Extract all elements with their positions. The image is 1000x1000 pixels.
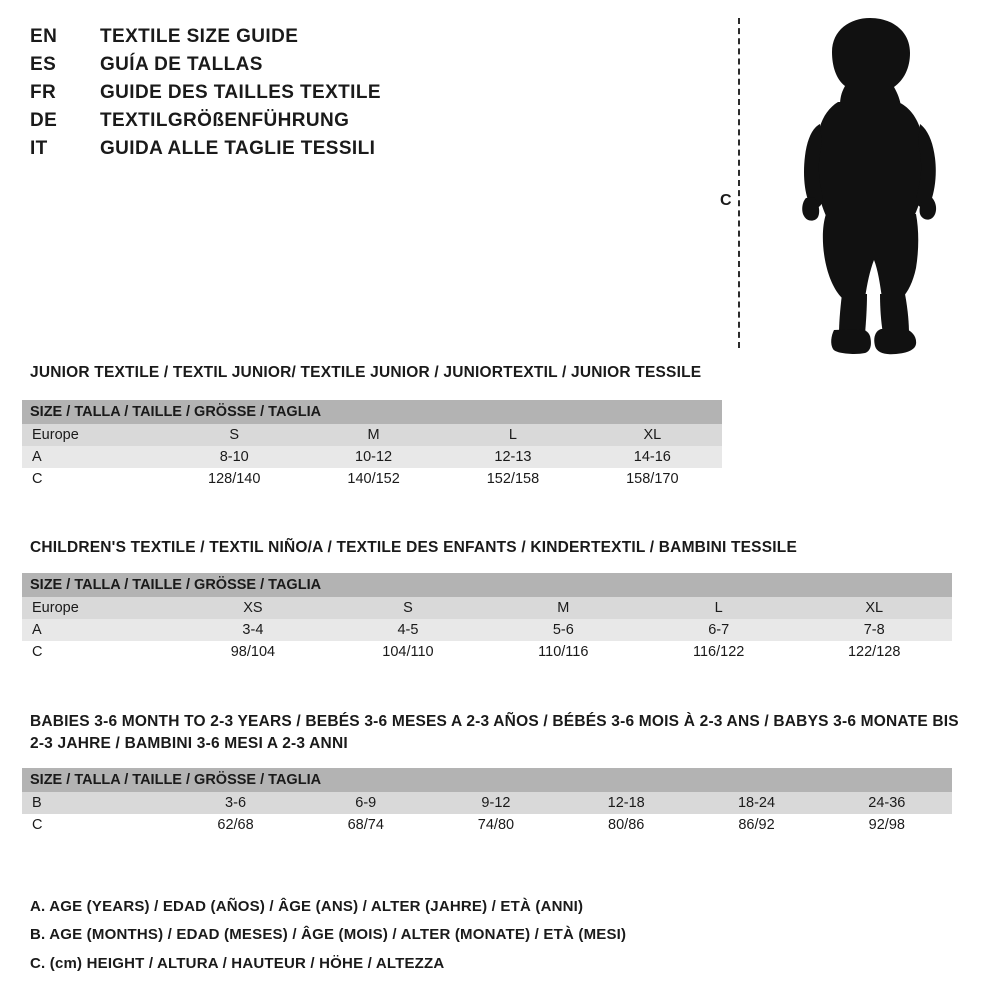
cell: 128/140 — [165, 468, 304, 490]
section-title-junior: JUNIOR TEXTILE / TEXTIL JUNIOR/ TEXTILE JUNIOR / JUNIORTEXTIL / JUNIOR TESSILE — [30, 364, 702, 381]
row-label: Europe — [22, 597, 176, 619]
cell: 12-13 — [443, 446, 582, 468]
cell: S — [330, 597, 485, 619]
cell: S — [165, 424, 304, 446]
cell: 104/110 — [330, 641, 485, 663]
cell: 80/86 — [561, 814, 691, 836]
table-row — [22, 468, 722, 490]
cell: 3-6 — [170, 792, 300, 814]
cell: 6-7 — [641, 619, 796, 641]
row-label: Europe — [22, 424, 165, 446]
table-row — [22, 641, 952, 663]
height-dashed-line — [738, 18, 740, 348]
table-row — [22, 597, 952, 619]
cell: 68/74 — [301, 814, 431, 836]
height-figure — [720, 10, 960, 360]
table-header-row — [22, 768, 952, 792]
language-title-block — [30, 26, 670, 166]
cell: XL — [796, 597, 952, 619]
language-row — [30, 54, 670, 76]
table-children — [22, 573, 952, 663]
row-label: A — [22, 446, 165, 468]
table-header-label: SIZE / TALLA / TAILLE / GRÖSSE / TAGLIA — [22, 573, 952, 597]
cell: 122/128 — [796, 641, 952, 663]
language-row — [30, 82, 670, 104]
child-silhouette-icon — [770, 16, 945, 366]
table-junior — [22, 400, 722, 490]
cell: 86/92 — [691, 814, 821, 836]
row-label: C — [22, 814, 170, 836]
language-row — [30, 110, 670, 132]
cell: 140/152 — [304, 468, 443, 490]
table-header-row — [22, 400, 722, 424]
language-code: IT — [30, 138, 48, 159]
cell: 152/158 — [443, 468, 582, 490]
cell: 14-16 — [583, 446, 722, 468]
cell: 98/104 — [176, 641, 331, 663]
table-row — [22, 814, 952, 836]
table-row — [22, 619, 952, 641]
language-code: EN — [30, 26, 58, 47]
cell: 8-10 — [165, 446, 304, 468]
table-row — [22, 424, 722, 446]
cell: 9-12 — [431, 792, 561, 814]
language-title: GUIDA ALLE TAGLIE TESSILI — [100, 138, 376, 159]
table-header-row — [22, 573, 952, 597]
cell: 18-24 — [691, 792, 821, 814]
section-title-children: CHILDREN'S TEXTILE / TEXTIL NIÑO/A / TEXTILE DES ENFANTS / KINDERTEXTIL / BAMBINI TESSILE — [30, 539, 797, 556]
cell: 6-9 — [301, 792, 431, 814]
language-title: TEXTILE SIZE GUIDE — [100, 26, 299, 47]
cell: 10-12 — [304, 446, 443, 468]
row-label: B — [22, 792, 170, 814]
legend-line-b: B. AGE (MONTHS) / EDAD (MESES) / ÂGE (MOIS) / ALTER (MONATE) / ETÀ (MESI) — [30, 926, 627, 943]
cell: L — [443, 424, 582, 446]
cell: 3-4 — [176, 619, 331, 641]
cell: 7-8 — [796, 619, 952, 641]
language-code: FR — [30, 82, 57, 103]
table-header-label: SIZE / TALLA / TAILLE / GRÖSSE / TAGLIA — [22, 768, 952, 792]
cell: M — [486, 597, 641, 619]
table-row — [22, 792, 952, 814]
cell: 62/68 — [170, 814, 300, 836]
row-label: C — [22, 468, 165, 490]
row-label: A — [22, 619, 176, 641]
cell: 92/98 — [822, 814, 952, 836]
table-row — [22, 446, 722, 468]
cell: 4-5 — [330, 619, 485, 641]
legend-block — [30, 893, 626, 979]
section-title-babies: BABIES 3-6 MONTH TO 2-3 YEARS / BEBÉS 3-6 MESES A 2-3 AÑOS / BÉBÉS 3-6 MOIS À 2-3 ANS / BABYS 3-6 MONATE BIS 2-3 JAHRE / BAMBINI 3-6 MESI A 2-3 ANNI — [30, 713, 959, 753]
language-title: GUÍA DE TALLAS — [100, 54, 263, 75]
language-title: GUIDE DES TAILLES TEXTILE — [100, 82, 381, 103]
cell: XS — [176, 597, 331, 619]
table-header-label: SIZE / TALLA / TAILLE / GRÖSSE / TAGLIA — [22, 400, 722, 424]
height-marker-label: C — [720, 192, 732, 209]
legend-line-a: A. AGE (YEARS) / EDAD (AÑOS) / ÂGE (ANS) / ALTER (JAHRE) / ETÀ (ANNI) — [30, 897, 584, 915]
cell: XL — [583, 424, 722, 446]
cell: 24-36 — [822, 792, 952, 814]
row-label: C — [22, 641, 176, 663]
cell: 5-6 — [486, 619, 641, 641]
cell: 110/116 — [486, 641, 641, 663]
language-title: TEXTILGRÖßENFÜHRUNG — [100, 110, 350, 131]
cell: M — [304, 424, 443, 446]
language-row — [30, 26, 670, 48]
cell: L — [641, 597, 796, 619]
cell: 116/122 — [641, 641, 796, 663]
language-code: ES — [30, 54, 57, 75]
legend-line-c: C. (cm) HEIGHT / ALTURA / HAUTEUR / HÖHE / ALTEZZA — [30, 954, 445, 972]
table-babies — [22, 768, 952, 836]
language-row — [30, 138, 670, 160]
cell: 158/170 — [583, 468, 722, 490]
cell: 12-18 — [561, 792, 691, 814]
cell: 74/80 — [431, 814, 561, 836]
language-code: DE — [30, 110, 58, 131]
